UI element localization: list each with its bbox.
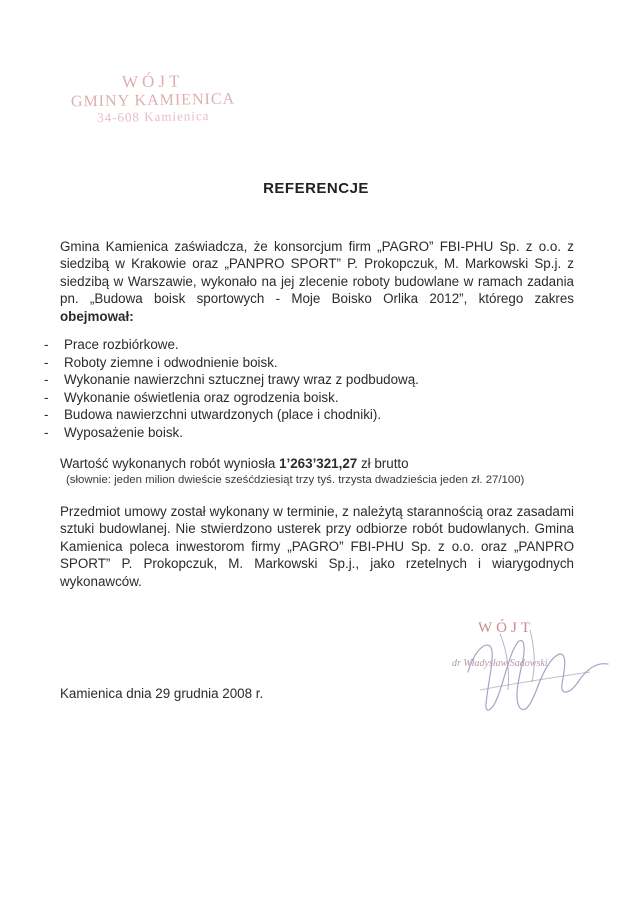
closing-paragraph: Przedmiot umowy został wykonany w terminie, z należytą starannością oraz zasadami sztuki budowlanej. Nie stwierdzono usterek przy odbiorze robót budowlanych. Gmina Kamienica poleca inwestorom firmy „PAGRO” FBI-PHU Sp. z o.o. oraz „PANPRO SPORT” P. Prokopczuk, M. Markowski Sp.j., jako rzetelnych i wiarygodnych wykonawców. (60, 504, 574, 589)
list-item-text: Prace rozbiórkowe. (64, 337, 179, 352)
wojt-header-stamp (58, 70, 249, 126)
value-label: Wartość wykonanych robót wyniosła (60, 456, 280, 471)
intro-bold-text: obejmował: (60, 308, 134, 324)
contract-value-line (60, 456, 409, 471)
value-in-words: (słownie: jeden milion dwieście sześćdziesiąt trzy tyś. trzysta dwadzieścia jeden zł. 27/100) (66, 474, 525, 486)
list-item-text: Roboty ziemne i odwodnienie boisk. (64, 354, 278, 370)
list-item-text: Wykonanie nawierzchni sztucznej trawy wraz z podbudową. (64, 372, 419, 388)
scope-list (44, 336, 419, 442)
list-item-text: Budowa nawierzchni utwardzonych (place i chodniki). (64, 407, 382, 423)
list-dash: - (44, 407, 49, 423)
stamp-line-wojt: WÓJT (121, 71, 184, 92)
list-item (44, 406, 419, 424)
signature-stamp-title: WÓJT (478, 620, 534, 636)
value-amount: 1’263’321,27 (279, 456, 358, 471)
intro-text: Gmina Kamienica zaświadcza, że konsorcjum firm „PAGRO” FBI-PHU Sp. z o.o. z siedzibą w Krakowie oraz „PANPRO SPORT” P. Prokopczuk, M. Markowski Sp.j. z siedzibą w Warszawie, wykonało na jej zlecenie roboty budowlane w ramach zadania pn. „Budowa boisk sportowych - Moje Boisko Orlika 2012”, którego zakres (60, 239, 574, 307)
list-dash: - (44, 337, 49, 352)
intro-paragraph (60, 238, 574, 325)
stamp-line-address: 34-608 Kamienica (96, 107, 210, 125)
list-item (44, 354, 419, 372)
date-line: Kamienica dnia 29 grudnia 2008 r. (60, 686, 264, 701)
list-item (44, 371, 419, 389)
stamp-line-gmina: GMINY KAMIENICA (70, 90, 236, 110)
list-dash: - (44, 372, 49, 388)
list-item (44, 424, 419, 442)
value-currency: zł brutto (357, 456, 409, 471)
list-item (44, 336, 419, 354)
list-item-text: Wyposażenie boisk. (64, 424, 183, 440)
list-item-text: Wykonanie oświetlenia oraz ogrodzenia boisk. (64, 389, 339, 405)
list-dash: - (44, 354, 49, 370)
handwritten-signature (440, 612, 620, 722)
list-dash: - (44, 424, 49, 440)
list-item (44, 389, 419, 407)
list-dash: - (44, 389, 49, 405)
document-title: REFERENCJE (263, 180, 369, 197)
signature-stamp-name: dr Władysław Sadowski (452, 658, 548, 669)
